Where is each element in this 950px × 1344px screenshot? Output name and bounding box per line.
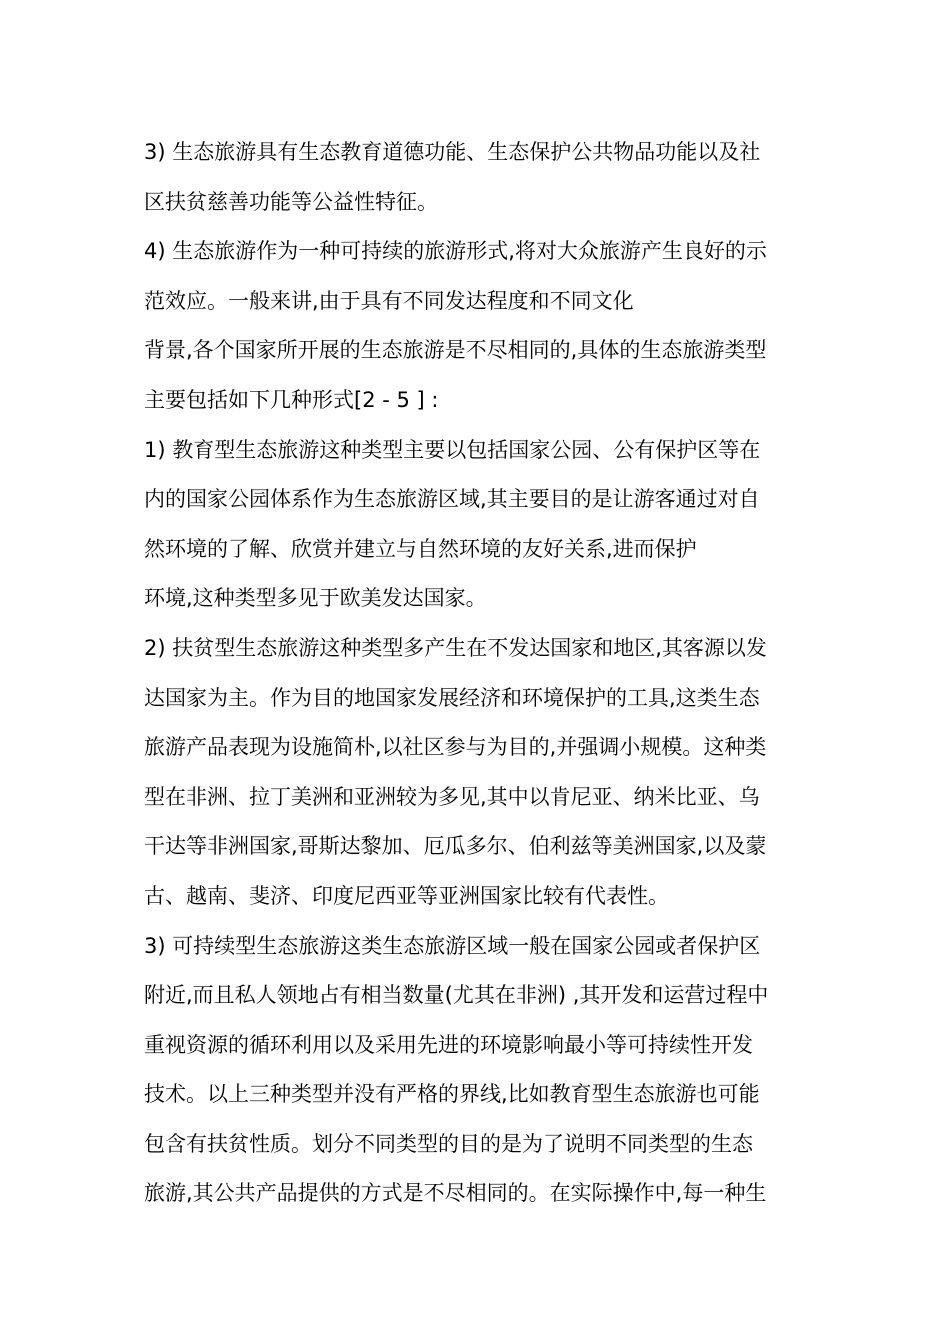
text-line: 4) 生态旅游作为一种可持续的旅游形式,将对大众旅游产生良好的示 <box>144 239 767 264</box>
text-line: 然环境的了解、欣赏并建立与自然环境的友好关系,进而保护 <box>144 536 697 561</box>
text-line: 旅游,其公共产品提供的方式是不尽相同的。在实际操作中,每一种生 <box>144 1181 767 1206</box>
body-text <box>144 128 824 1219</box>
text-line: 重视资源的循环利用以及采用先进的环境影响最小等可持续性开发 <box>144 1032 753 1057</box>
text-line: 背景,各个国家所开展的生态旅游是不尽相同的,具体的生态旅游类型 <box>144 338 767 363</box>
text-line: 范效应。一般来讲,由于具有不同发达程度和不同文化 <box>144 288 634 313</box>
text-line: 旅游产品表现为设施简朴,以社区参与为目的,并强调小规模。这种类 <box>144 735 767 760</box>
text-line: 内的国家公园体系作为生态旅游区域,其主要目的是让游客通过对自 <box>144 487 760 512</box>
text-line: 3) 可持续型生态旅游这类生态旅游区域一般在国家公园或者保护区 <box>144 933 761 958</box>
text-line: 1) 教育型生态旅游这种类型主要以包括国家公园、公有保护区等在 <box>144 437 761 462</box>
text-line: 技术。以上三种类型并没有严格的界线,比如教育型生态旅游也可能 <box>144 1082 760 1107</box>
text-line: 3) 生态旅游具有生态教育道德功能、生态保护公共物品功能以及社 <box>144 140 761 164</box>
text-line: 型在非洲、拉丁美洲和亚洲较为多见,其中以肯尼亚、纳米比亚、乌 <box>144 784 760 809</box>
text-line: 干达等非洲国家,哥斯达黎加、厄瓜多尔、伯利兹等美洲国家,以及蒙 <box>144 834 767 859</box>
text-line: 主要包括如下几种形式[2 - 5 ] : <box>144 387 439 412</box>
text-line: 环境,这种类型多见于欧美发达国家。 <box>144 586 487 611</box>
text-line: 区扶贫慈善功能等公益性特征。 <box>144 189 438 214</box>
text-line: 古、越南、斐济、印度尼西亚等亚洲国家比较有代表性。 <box>144 883 669 908</box>
text-line: 2) 扶贫型生态旅游这种类型多产生在不发达国家和地区,其客源以发 <box>144 635 767 660</box>
text-line: 包含有扶贫性质。划分不同类型的目的是为了说明不同类型的生态 <box>144 1131 753 1156</box>
text-line: 达国家为主。作为目的地国家发展经济和环境保护的工具,这类生态 <box>144 685 760 710</box>
text-line: 附近,而且私人领地占有相当数量(尤其在非洲) ,其开发和运营过程中 <box>144 983 769 1008</box>
